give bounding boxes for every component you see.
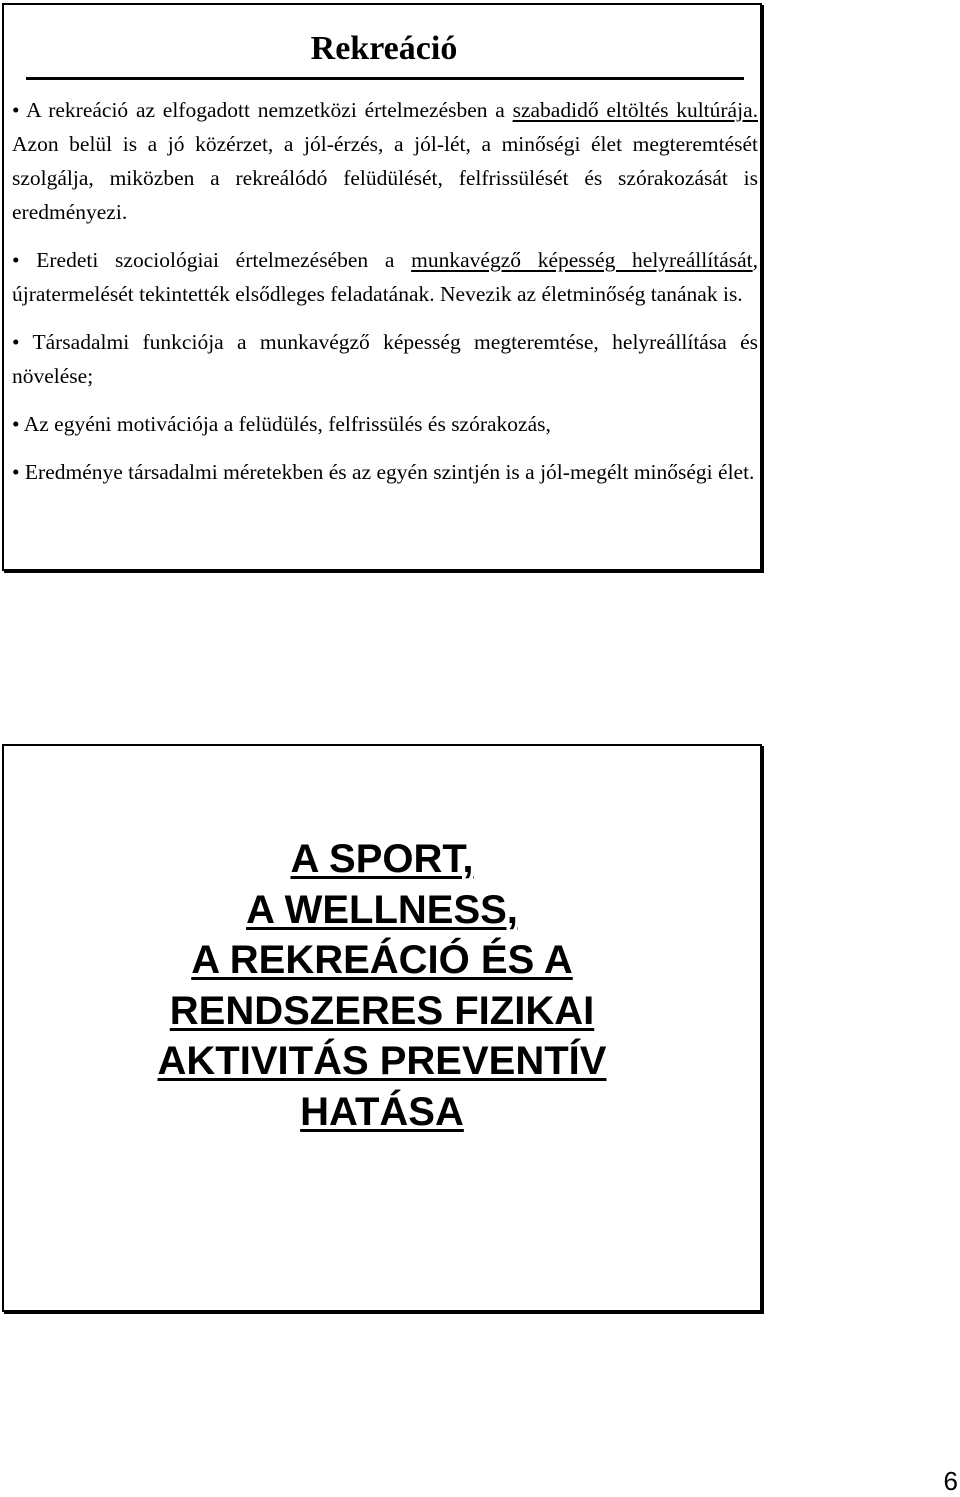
slide-rekreacio xyxy=(2,3,762,571)
paragraph-text: Az egyéni motivációja a felüdülés, felfrissülés és szórakozás, xyxy=(19,412,551,436)
bullet-paragraph-sociological xyxy=(12,243,758,311)
bullet-paragraph-motivation xyxy=(12,407,758,441)
section-title-line: A WELLNESS, xyxy=(246,887,518,932)
section-title xyxy=(4,834,760,1137)
paragraph-text: Azon belül is a jó közérzet, a jól-érzés, a jól-lét, a minőségi élet megteremtését szolgálja, miközben a rekreálódó felüdülését, felfrissülését és szórakozását is eredményezi. xyxy=(12,132,758,224)
bullet-icon: • xyxy=(12,248,20,272)
section-title-line: AKTIVITÁS PREVENTÍV xyxy=(157,1039,607,1083)
underlined-phrase: szabadidő eltöltés kultúrája. xyxy=(512,98,758,122)
page-number: 6 xyxy=(943,1466,958,1496)
bullet-icon: • xyxy=(12,412,20,436)
bullet-paragraph-definition xyxy=(12,93,758,229)
paragraph-text: A rekreáció az elfogadott nemzetközi értelmezésben a xyxy=(19,98,513,122)
section-title-line: A SPORT, xyxy=(290,837,474,881)
slide-section-title xyxy=(2,744,762,1312)
slide-title: Rekreáció xyxy=(310,30,458,67)
section-title-line: RENDSZERES FIZIKAI xyxy=(169,988,595,1033)
paragraph-text: Eredeti szociológiai értelmezésében a xyxy=(19,248,412,272)
underlined-phrase: munkavégző képesség helyreállítását xyxy=(411,248,753,272)
bullet-icon: • xyxy=(12,98,20,122)
paragraph-text: Társadalmi funkciója a munkavégző képesség megteremtése, helyreállítása és növelése; xyxy=(12,330,758,388)
section-title-line: HATÁSA xyxy=(300,1089,464,1134)
bullet-icon: • xyxy=(12,330,20,354)
paragraph-text: Eredménye társadalmi méretekben és az egyén szintjén is a jól-megélt minőségi élet. xyxy=(19,460,755,484)
paragraph-text: , újratermelését tekintették elsődleges feladatának. Nevezik az életminőség tanának is. xyxy=(12,248,758,306)
title-underline-rule xyxy=(26,77,744,80)
bullet-paragraph-result xyxy=(12,455,758,489)
slide-body xyxy=(12,93,758,489)
bullet-icon: • xyxy=(12,460,20,484)
bullet-paragraph-social-function xyxy=(12,325,758,393)
section-title-line: A REKREÁCIÓ ÉS A xyxy=(191,938,573,982)
